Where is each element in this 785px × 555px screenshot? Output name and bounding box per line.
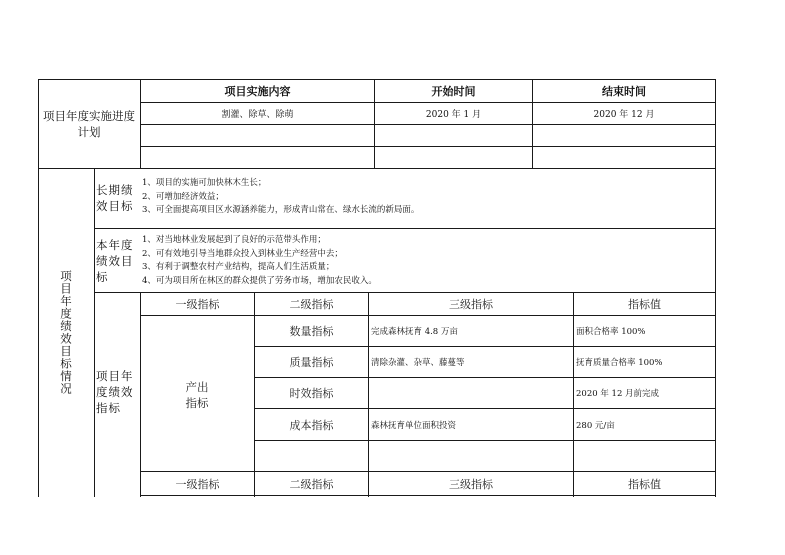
long-term-goal-label: 长期绩效目标	[96, 183, 134, 213]
annual-goal-label: 本年度绩效目标	[96, 238, 134, 284]
indicator-row-3-level2: 时效指标	[289, 387, 334, 400]
indicator-row-1-level2: 数量指标	[289, 325, 334, 338]
indicator-row-4-value: 280 元/亩	[576, 420, 615, 431]
output-indicator-label: 产出指标	[185, 380, 209, 410]
long-term-goal-line: 2、可增加经济效益；	[142, 191, 224, 202]
grid-line	[94, 168, 95, 497]
annual-goal-text	[142, 234, 377, 288]
indicator-row-4-level2: 成本指标	[289, 418, 334, 432]
grid-line	[94, 228, 716, 229]
schedule-row-1-start: 2020 年 1 月	[425, 110, 482, 120]
grid-line	[38, 79, 39, 497]
long-term-goal-line: 3、可全面提高项目区水源涵养能力，形成青山常在、绿水长流的新局面。	[142, 205, 420, 215]
header-content: 项目实施内容	[224, 85, 291, 98]
indicator-row-4-level3: 森林抚育单位面积投资	[371, 420, 457, 431]
schedule-row-label: 项目年度实施进度计划	[43, 109, 135, 139]
annual-goal-line: 4、可为项目所在林区的群众提供了劳务市场，增加农民收入。	[142, 275, 377, 286]
indicators-label: 项目年度绩效指标	[96, 369, 134, 415]
indicator-row-2-level2: 质量指标	[289, 356, 334, 369]
indicator-footer-level1: 一级指标	[175, 477, 220, 491]
indicator-row-2-value: 抚育质量合格率 100%	[576, 358, 663, 368]
goals-section-label: 项目年度绩效目标情况	[59, 269, 73, 395]
indicator-row-1-value: 面积合格率 100%	[576, 327, 646, 337]
indicator-row-3-level3	[371, 378, 571, 408]
schedule-row-1-end: 2020 年 12 月	[593, 110, 655, 120]
grid-line	[140, 292, 141, 497]
header-end-time: 结束时间	[602, 85, 646, 98]
long-term-goal-line: 1、项目的实施可加快林木生长；	[142, 178, 267, 188]
grid-line	[140, 495, 716, 496]
grid-line	[254, 440, 716, 441]
grid-line	[140, 146, 716, 147]
indicator-footer-level3: 三级指标	[449, 477, 493, 491]
indicator-header-level2: 二级指标	[289, 298, 334, 311]
annual-goal-line: 1、对当地林业发展起到了良好的示范带头作用；	[142, 235, 326, 245]
annual-goal-line: 2、可有效地引导当地群众投入到林业生产经营中去；	[142, 248, 343, 259]
grid-line	[573, 292, 574, 497]
header-start-time: 开始时间	[431, 85, 476, 98]
indicator-header-level3: 三级指标	[449, 298, 493, 311]
indicator-header-value: 指标值	[628, 298, 661, 311]
indicator-row-2-level3: 清除杂灌、杂草、藤蔓等	[371, 358, 465, 368]
schedule-row-1-content: 割灌、除草、除萌	[221, 110, 294, 120]
grid-line	[368, 292, 369, 497]
annual-goal-line: 3、有利于调整农村产业结构，提高人们生活质量；	[142, 262, 335, 272]
indicator-footer-level2: 二级指标	[289, 477, 334, 491]
indicator-header-level1: 一级指标	[175, 298, 220, 311]
grid-line	[140, 124, 716, 125]
grid-line	[715, 79, 716, 497]
indicator-row-1-level3: 完成森林抚育 4.8 万亩	[371, 327, 458, 337]
long-term-goal-text	[142, 177, 419, 218]
indicator-row-3-value: 2020 年 12 月前完成	[576, 389, 660, 399]
grid-line	[38, 168, 716, 169]
indicator-footer-value: 指标值	[628, 477, 661, 491]
